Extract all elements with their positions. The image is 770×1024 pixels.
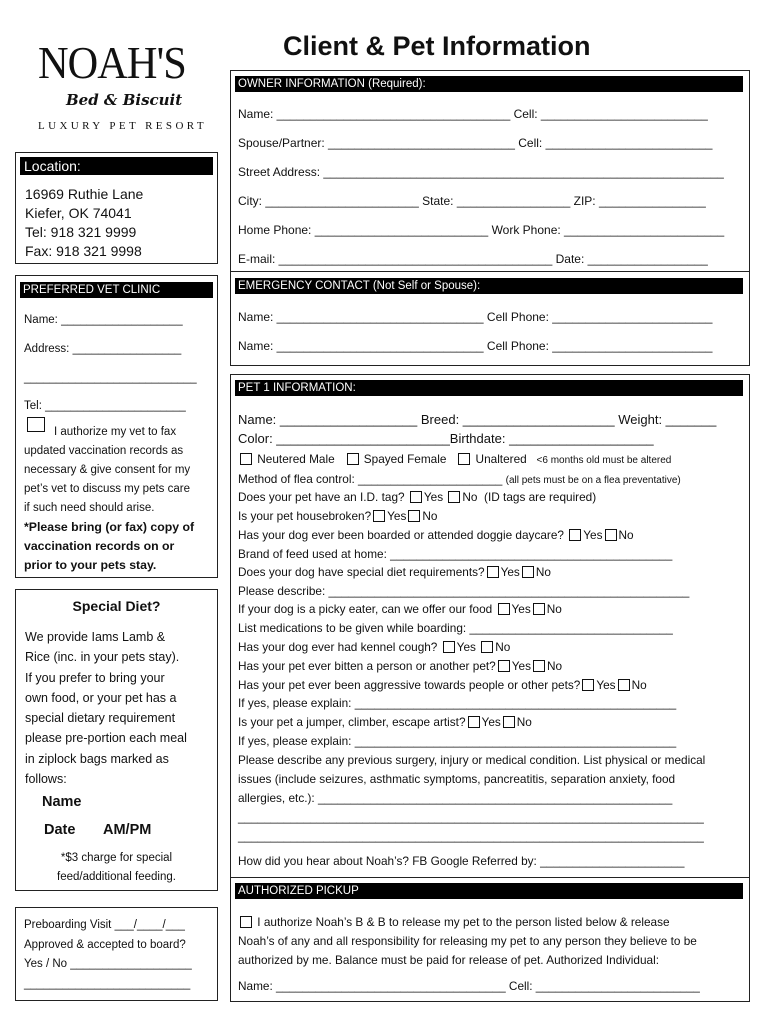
picky-eater-question: If your dog is a picky eater, can we offer our food	[238, 602, 493, 616]
kennel-no-checkbox[interactable]	[481, 641, 493, 653]
yes-label: Yes	[596, 678, 616, 692]
neutered-checkbox[interactable]	[240, 453, 252, 465]
owner-street-field[interactable]: Street Address: ____________________________________________________________	[238, 165, 724, 179]
surgery-field[interactable]: allergies, etc.): ______________________________________________________	[238, 791, 673, 805]
pet-info-box	[230, 374, 750, 878]
housebroken-yes-checkbox[interactable]	[373, 510, 385, 522]
idtag-question: Does your pet have an I.D. tag?	[238, 490, 405, 504]
bitten-yes-checkbox[interactable]	[498, 660, 510, 672]
pickup-name-cell-field[interactable]: Name: ___________________________________ Cell: _________________________	[238, 979, 700, 993]
special-diet-yes-checkbox[interactable]	[487, 566, 499, 578]
surgery-blank-line[interactable]: _______________________________________________________________________	[238, 829, 704, 843]
yes-label: Yes	[511, 602, 531, 616]
diet-text-line: We provide Iams Lamb &	[25, 630, 166, 644]
emergency-header: EMERGENCY CONTACT (Not Self or Spouse):	[235, 278, 743, 294]
vet-address-field[interactable]: Address: _________________	[24, 343, 182, 355]
no-label: No	[462, 490, 478, 504]
aggressive-no-checkbox[interactable]	[618, 679, 630, 691]
pickup-text: Noah’s of any and all responsibility for releasing my pet to any person they believe to be	[238, 934, 697, 948]
surgery-text: issues (include seizures, asthmatic symptoms, pancreatitis, separation anxiety, food	[238, 772, 676, 786]
neutered-label: Neutered Male	[257, 452, 335, 466]
diet-text-line: please pre-portion each meal	[25, 731, 187, 746]
spayed-label: Spayed Female	[363, 452, 447, 466]
yes-label: Yes	[456, 640, 476, 654]
special-diet-box	[15, 589, 218, 891]
diet-label-ampm: AM/PM	[103, 822, 152, 838]
spayed-checkbox[interactable]	[347, 453, 359, 465]
location-street: 16969 Ruthie Lane	[25, 186, 144, 202]
pickup-text: I authorize Noah’s B & B to release my pet to the person listed below & release	[257, 915, 670, 929]
no-label: No	[535, 565, 551, 579]
jumper-yes-checkbox[interactable]	[468, 716, 480, 728]
yes-label: Yes	[583, 528, 603, 542]
diet-text-line: follows:	[25, 772, 67, 787]
diet-label-date: Date	[44, 822, 76, 838]
no-label: No	[546, 602, 562, 616]
no-label: No	[495, 640, 511, 654]
idtag-yes-checkbox[interactable]	[410, 491, 422, 503]
owner-email-date-field[interactable]: E-mail: _________________________________________ Date: __________________	[238, 252, 708, 266]
surgery-text: Please describe any previous surgery, injury or medical condition. List physical or medical	[238, 753, 706, 767]
aggressive-yes-checkbox[interactable]	[582, 679, 594, 691]
kennel-cough-question: Has your dog ever had kennel cough?	[238, 640, 438, 654]
housebroken-no-checkbox[interactable]	[408, 510, 420, 522]
location-tel: Tel: 918 321 9999	[25, 224, 137, 240]
jumper-question: Is your pet a jumper, climber, escape artist?	[238, 715, 466, 729]
special-diet-no-checkbox[interactable]	[522, 566, 534, 578]
diet-text-line: special dietary requirement	[25, 711, 176, 726]
preboarding-blank-line[interactable]: __________________________	[24, 977, 191, 990]
no-label: No	[516, 715, 532, 729]
page-title: Client & Pet Information	[283, 31, 591, 61]
no-label: No	[618, 528, 634, 542]
no-label: No	[546, 659, 563, 673]
owner-city-state-zip-field[interactable]: City: _______________________ State: _________________ ZIP: ________________	[238, 194, 706, 208]
diet-text-line: Rice (inc. in your pets stay).	[25, 650, 180, 665]
boarded-yes-checkbox[interactable]	[569, 529, 581, 541]
picky-yes-checkbox[interactable]	[498, 603, 510, 615]
preboarding-box	[15, 907, 218, 1001]
flea-control-field[interactable]: Method of flea control: ______________________	[238, 472, 503, 486]
preboarding-approved-label: Approved & accepted to board?	[24, 938, 186, 951]
pickup-header: AUTHORIZED PICKUP	[235, 883, 743, 899]
referral-field[interactable]: How did you hear about Noah’s? FB Google Referred by: ______________________	[238, 854, 685, 868]
logo-subtitle: Bed & Biscuit	[66, 91, 183, 109]
vet-auth-line: necessary & give consent for my	[24, 464, 191, 476]
picky-no-checkbox[interactable]	[533, 603, 545, 615]
yes-label: Yes	[500, 565, 520, 579]
no-label: No	[422, 509, 438, 523]
housebroken-question: Is your pet housebroken?	[238, 509, 372, 523]
bitten-question: Has your pet ever bitten a person or another pet?	[238, 659, 496, 673]
yes-label: Yes	[481, 715, 501, 729]
vet-auth-line: pet’s vet to discuss my pets care	[24, 483, 190, 495]
pickup-text: authorized by me. Balance must be paid for release of pet. Authorized Individual:	[238, 953, 660, 967]
vet-note-bold: vaccination records on or	[24, 539, 175, 553]
special-diet-header: Special Diet?	[72, 598, 161, 614]
logo-name: NOAH'S	[38, 37, 186, 88]
jumper-no-checkbox[interactable]	[503, 716, 515, 728]
pickup-authorize-checkbox[interactable]	[240, 916, 252, 928]
diet-charge-note: feed/additional feeding.	[57, 871, 176, 883]
unaltered-label: Unaltered	[475, 452, 527, 466]
unaltered-checkbox[interactable]	[458, 453, 470, 465]
kennel-yes-checkbox[interactable]	[443, 641, 455, 653]
diet-charge-note: *$3 charge for special	[60, 852, 173, 864]
owner-name-cell-field[interactable]: Name: ___________________________________ Cell: _________________________	[238, 107, 708, 121]
yes-label: Yes	[511, 659, 531, 673]
pet-color-birthdate-field[interactable]: Color: ________________________Birthdate: ____________________	[238, 431, 654, 446]
surgery-blank-line[interactable]: _______________________________________________________________________	[238, 810, 704, 824]
brand-feed-field[interactable]: Brand of feed used at home: ___________________________________________	[238, 547, 673, 561]
alter-note: <6 months old must be altered	[536, 455, 672, 466]
logo-tagline: LUXURY PET RESORT	[38, 120, 207, 132]
yes-label: Yes	[387, 509, 407, 523]
boarded-question: Has your dog ever been boarded or attended doggie daycare?	[238, 528, 564, 542]
owner-spouse-cell-field[interactable]: Spouse/Partner: ____________________________ Cell: _________________________	[238, 136, 713, 150]
idtag-note: (ID tags are required)	[484, 490, 597, 504]
vet-note-bold: *Please bring (or fax) copy of	[24, 520, 195, 534]
authorized-pickup-box	[230, 878, 750, 1002]
diet-describe-field[interactable]: Please describe: _______________________________________________________	[238, 584, 690, 598]
emergency-contact-box	[230, 272, 750, 366]
aggressive-explain-field[interactable]: If yes, please explain: _________________________________________________	[238, 696, 677, 710]
owner-info-box	[230, 70, 750, 272]
emergency-contact-row[interactable]: Name: _______________________________ Cell Phone: ________________________	[238, 339, 713, 353]
diet-text-line: in ziplock bags marked as	[25, 751, 169, 766]
special-diet-question: Does your dog have special diet requirements?	[238, 565, 485, 579]
location-city: Kiefer, OK 74041	[25, 205, 132, 221]
pet-name-breed-weight-field[interactable]: Name: ___________________ Breed: _____________________ Weight: _______	[238, 412, 717, 427]
vet-name-field[interactable]: Name: ___________________	[24, 314, 183, 326]
preboarding-yesno-field[interactable]: Yes / No ___________________	[24, 958, 192, 970]
owner-phone-field[interactable]: Home Phone: __________________________ Work Phone: ________________________	[238, 223, 725, 237]
vet-header: PREFERRED VET CLINIC	[20, 282, 213, 298]
location-fax: Fax: 918 321 9998	[25, 243, 142, 259]
location-header: Location:	[20, 157, 213, 175]
no-label: No	[631, 678, 647, 692]
medications-field[interactable]: List medications to be given while boarding: _______________________________	[238, 621, 673, 635]
pet-header: PET 1 INFORMATION:	[235, 380, 743, 396]
diet-text-line: own food, or your pet has a	[25, 690, 177, 705]
emergency-contact-row[interactable]: Name: _______________________________ Cell Phone: ________________________	[238, 310, 713, 324]
bitten-no-checkbox[interactable]	[533, 660, 545, 672]
diet-text-line: If you prefer to bring your	[25, 670, 165, 685]
vet-box	[15, 275, 218, 578]
yes-label: Yes	[423, 490, 444, 504]
vet-address-line2[interactable]: ___________________________	[24, 372, 197, 384]
vet-auth-line: updated vaccination records as	[24, 445, 184, 457]
vet-note-bold: prior to your pets stay.	[24, 558, 157, 572]
vet-auth-line: if such need should arise.	[24, 502, 155, 514]
jumper-explain-field[interactable]: If yes, please explain: _________________________________________________	[238, 734, 677, 748]
aggressive-question: Has your pet ever been aggressive towards people or other pets?	[238, 678, 581, 692]
preboarding-visit-field[interactable]: Preboarding Visit ___/____/___	[24, 919, 185, 931]
location-box	[15, 152, 218, 264]
vet-tel-field[interactable]: Tel: ______________________	[24, 400, 186, 412]
idtag-no-checkbox[interactable]	[448, 491, 460, 503]
vet-auth-line: I authorize my vet to fax	[54, 426, 177, 438]
owner-header: OWNER INFORMATION (Required):	[235, 76, 743, 92]
diet-label-name: Name	[42, 794, 82, 810]
boarded-no-checkbox[interactable]	[605, 529, 617, 541]
flea-note: (all pets must be on a flea preventative)	[505, 475, 681, 486]
